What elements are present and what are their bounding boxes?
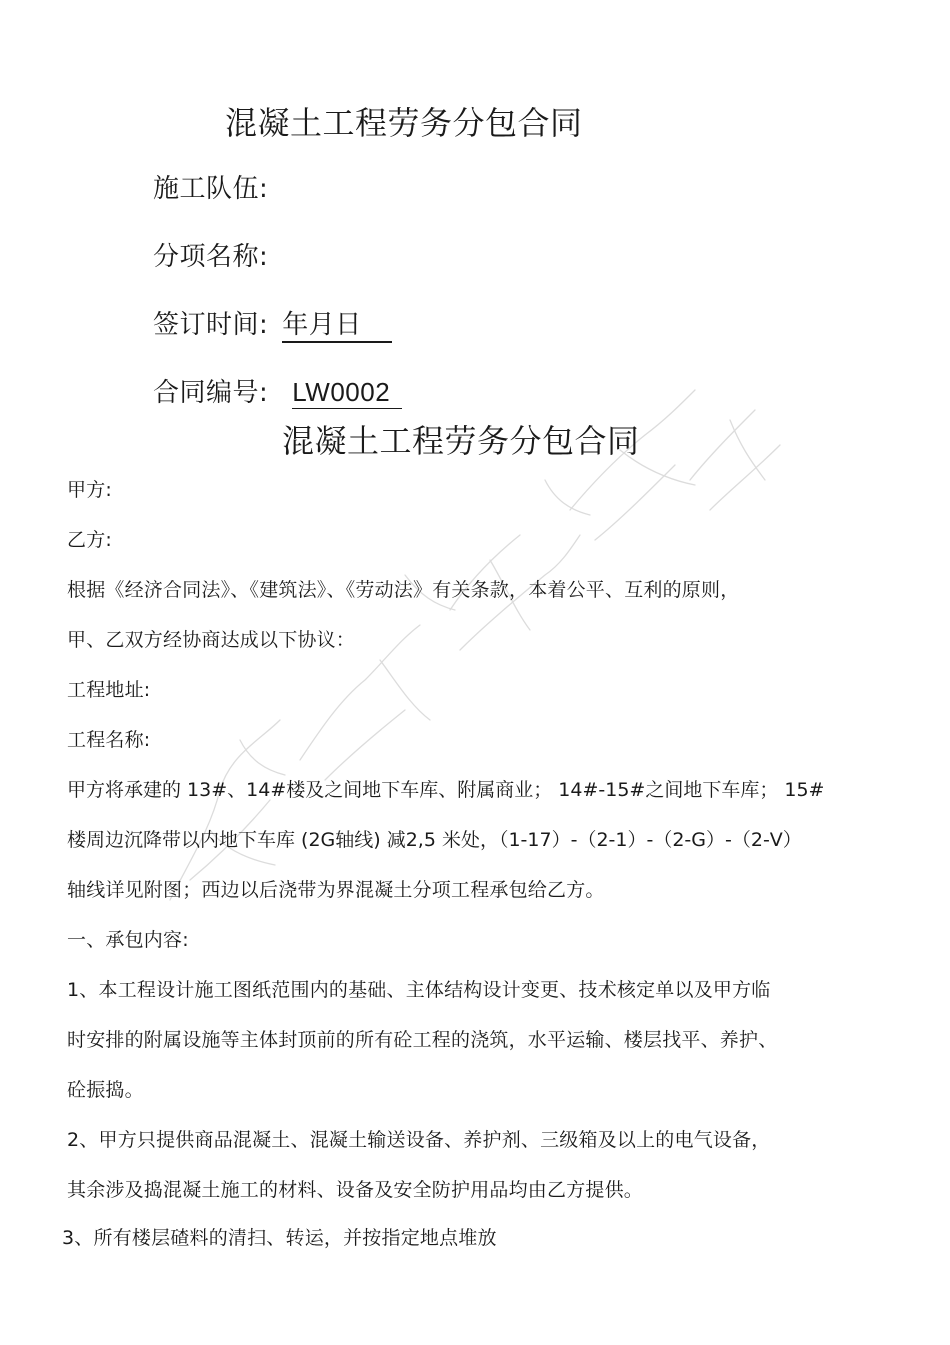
- item-1-line-3: 砼振捣。: [67, 1079, 144, 1101]
- scope-line-1: 甲方将承建的 13#、14#楼及之间地下车库、附属商业； 14#-15#之间地下车库； 15#: [67, 779, 825, 801]
- item-2-line-1: 2、甲方只提供商品混凝土、混凝土输送设备、养护剂、三级箱及以上的电气设备，: [67, 1129, 771, 1151]
- team-field: [153, 168, 268, 205]
- sign-date-value: 年月日: [282, 311, 392, 343]
- project-name-line: 工程名称:: [67, 729, 151, 751]
- party-a-line: 甲方:: [67, 479, 113, 501]
- agreement-line: 甲、乙双方经协商达成以下协议：: [67, 629, 356, 651]
- section-heading-scope: 一、承包内容:: [67, 929, 189, 951]
- item-3-line-1: 3、所有楼层碴料的清扫、转运，并按指定地点堆放: [62, 1227, 497, 1249]
- scope-line-2: 楼周边沉降带以内地下车库 (2G轴线) 减2,5 米处，（1-17）-（2-1）-（2-G）-（2-V）: [67, 829, 802, 851]
- cover-title: 混凝土工程劳务分包合同: [225, 104, 583, 142]
- sign-date-label: 签订时间:: [153, 310, 269, 340]
- contract-number-field: [153, 372, 402, 409]
- item-2-line-2: 其余涉及捣混凝土施工的材料、设备及安全防护用品均由乙方提供。: [67, 1179, 644, 1201]
- party-b-line: 乙方:: [67, 529, 113, 551]
- team-label: 施工队伍:: [153, 174, 269, 204]
- basis-line: 根据《经济合同法》、《建筑法》、《劳动法》有关条款，本着公平、互利的原则，: [67, 579, 740, 601]
- item-1-line-2: 时安排的附属设施等主体封顶前的所有砼工程的浇筑，水平运输、楼层找平、养护、: [67, 1029, 778, 1051]
- item-1-line-1: 1、本工程设计施工图纸范围内的基础、主体结构设计变更、技术核定单以及甲方临: [67, 979, 771, 1001]
- contract-number-label: 合同编号:: [153, 378, 269, 408]
- contract-title: 混凝土工程劳务分包合同: [282, 422, 640, 460]
- item-name-label: 分项名称:: [153, 242, 269, 272]
- item-name-field: [153, 236, 268, 273]
- project-address-line: 工程地址:: [67, 679, 151, 701]
- contract-number-value: LW0002: [292, 378, 402, 409]
- sign-date-field: [153, 304, 392, 343]
- scope-line-3: 轴线详见附图；西边以后浇带为界混凝土分项工程承包给乙方。: [67, 879, 605, 901]
